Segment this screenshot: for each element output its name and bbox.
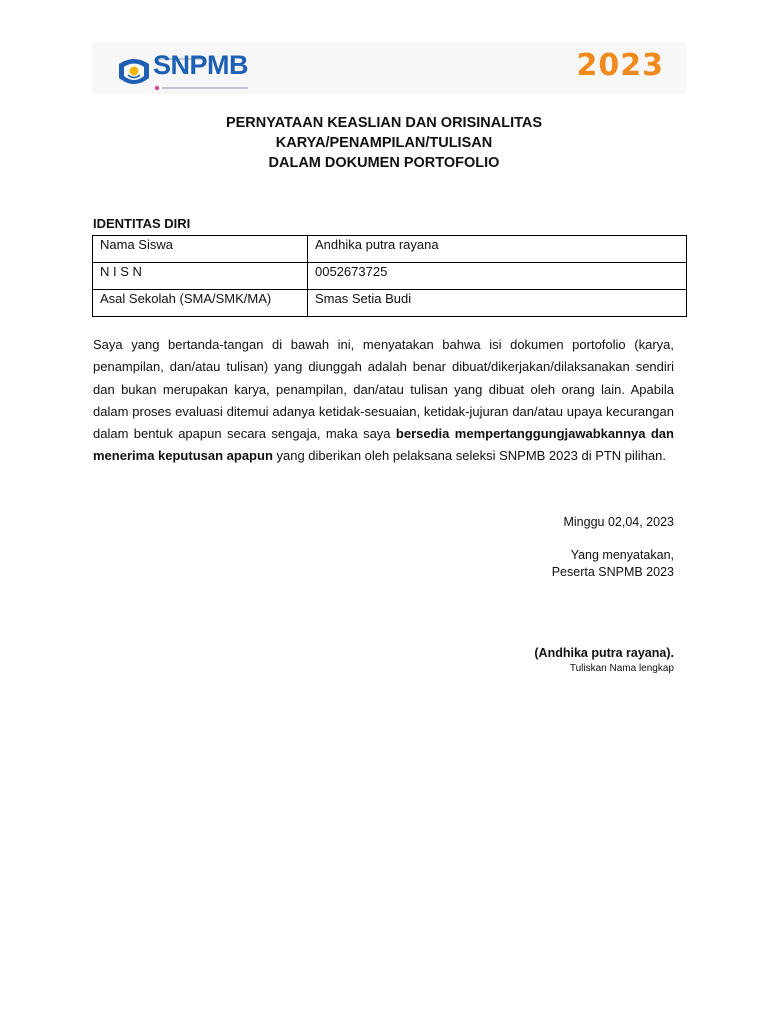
declarer-block bbox=[552, 547, 674, 581]
table-row bbox=[93, 290, 687, 317]
signer-name: (Andhika putra rayana). bbox=[534, 646, 674, 660]
field-value: Smas Setia Budi bbox=[308, 290, 687, 317]
table-row bbox=[93, 236, 687, 263]
field-label: Asal Sekolah (SMA/SMK/MA) bbox=[93, 290, 308, 317]
statement-text-end: yang diberikan oleh pelaksana seleksi SNPMB 2023 di PTN pilihan. bbox=[272, 448, 667, 464]
field-value: Andhika putra rayana bbox=[308, 236, 687, 263]
kemdikbud-emblem-icon bbox=[119, 59, 149, 84]
declarer-line-1: Yang menyatakan, bbox=[570, 548, 674, 562]
year-label: 2023 bbox=[576, 48, 664, 83]
field-label: N I S N bbox=[93, 263, 308, 290]
logo-text: SNPMB bbox=[153, 50, 249, 80]
identity-table bbox=[92, 235, 687, 317]
signature-block bbox=[534, 645, 674, 675]
logo-dot-icon bbox=[155, 86, 159, 90]
statement-bold-text: bersedia mempertanggungjawabkannya dan menerima keputusan apapun bbox=[93, 426, 674, 464]
statement-paragraph bbox=[93, 334, 674, 468]
table-row bbox=[93, 263, 687, 290]
field-label: Nama Siswa bbox=[93, 236, 308, 263]
identity-heading: IDENTITAS DIRI bbox=[93, 216, 191, 231]
title-line-1: PERNYATAAN KEASLIAN DAN ORISINALITAS bbox=[225, 115, 543, 131]
title-line-3: DALAM DOKUMEN PORTOFOLIO bbox=[268, 155, 500, 171]
declarer-line-2: Peserta SNPMB 2023 bbox=[551, 565, 674, 579]
document-title bbox=[92, 113, 676, 173]
field-value: 0052673725 bbox=[308, 263, 687, 290]
statement-text: Saya yang bertanda-tangan di bawah ini, menyatakan bahwa isi dokumen portofolio (karya, penampilan, dan/atau tulisan) yang diunggah adalah benar dibuat/dikerjakan/dilaksanakan sendiri dan bukan merupakan karya, penampilan, dan/atau tulisan yang dibuat oleh orang lain. Apabila dalam proses evaluasi ditemui adanya ketidak-sesuaian, ketidak-jujuran dan/atau upaya kecurangan dalam bentuk apapun secara sengaja, maka saya bbox=[93, 337, 674, 442]
signature-date: Minggu 02,04, 2023 bbox=[563, 515, 674, 529]
title-line-2: KARYA/PENAMPILAN/TULISAN bbox=[275, 135, 493, 151]
signer-name-hint: Tuliskan Nama lengkap bbox=[569, 663, 674, 674]
